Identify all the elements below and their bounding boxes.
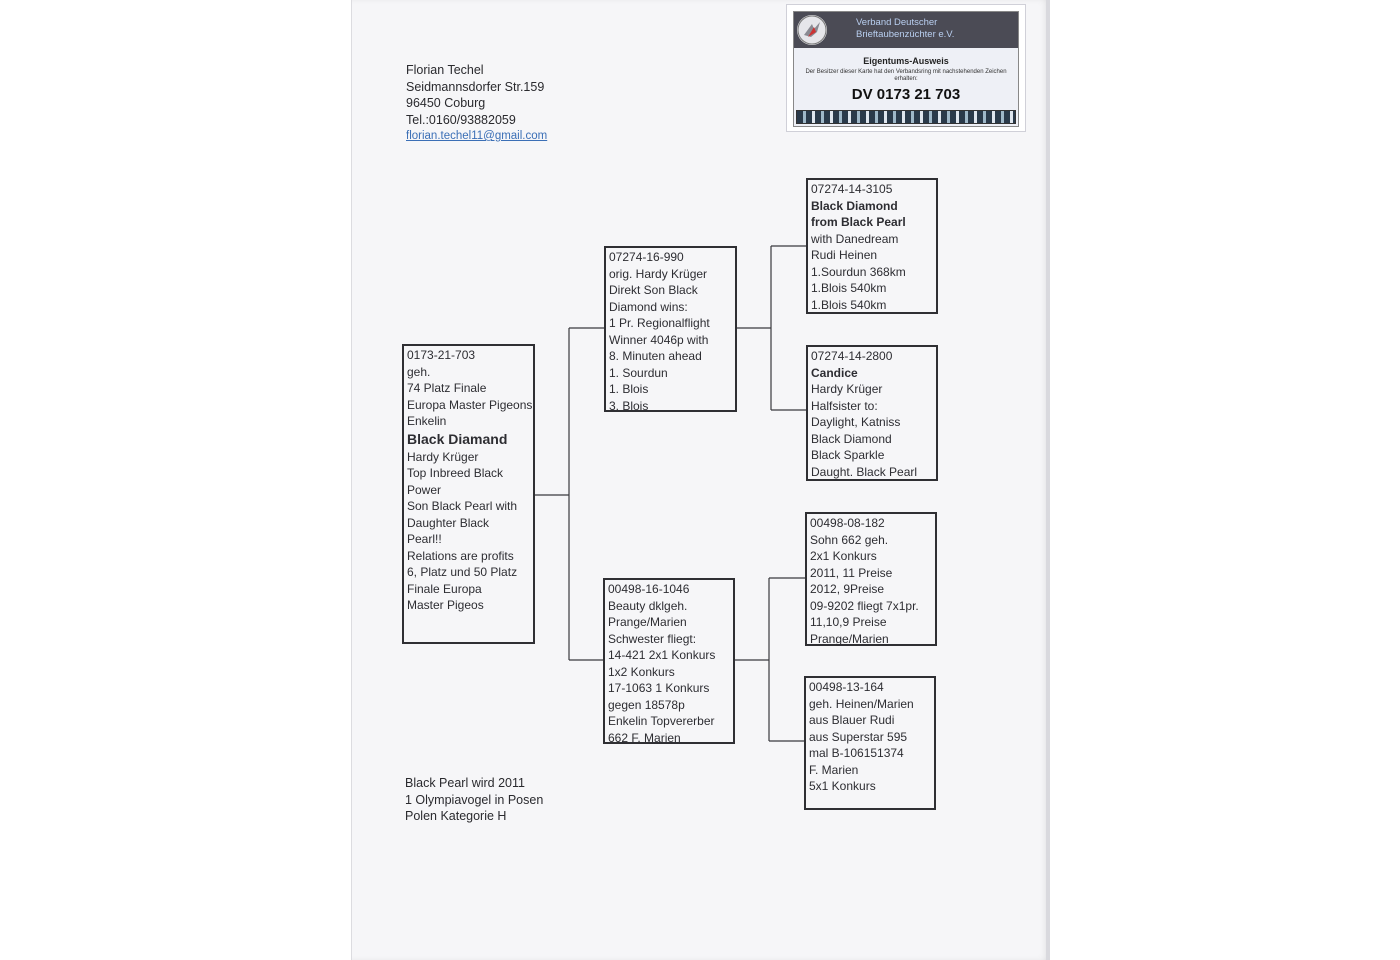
dam-dam-detail-line: mal B-106151374 <box>809 746 904 760</box>
subject-detail-line: Europa Master Pigeons <box>407 397 533 412</box>
dam-detail-line: 14-421 2x1 Konkurs <box>608 648 716 662</box>
dam-detail-line: gegen 18578p <box>608 697 685 712</box>
dam-sire-detail-line: 11,10,9 Preise <box>810 615 887 629</box>
dam-dam-details <box>809 679 931 795</box>
owner-phone: Tel.:0160/93882059 <box>406 112 516 127</box>
sire-sire-detail-line: Rudi Heinen <box>811 248 878 262</box>
dam-box <box>603 578 735 744</box>
owner-city: 96450 Coburg <box>406 96 486 110</box>
subject-details-bottom <box>407 449 530 614</box>
dam-dam-detail-line: 00498-13-164 <box>809 680 884 694</box>
subject-detail-line: Relations are profits <box>407 548 514 563</box>
dam-dam-detail-line: aus Blauer Rudi <box>809 713 895 727</box>
footnote-line: Black Pearl wird 2011 <box>405 776 525 790</box>
sire-detail-line: 1. Sourdun <box>609 365 668 380</box>
footnote <box>405 775 543 825</box>
card-ring-number: DV 0173 21 703 <box>851 86 961 103</box>
sire-sire-details <box>811 231 933 314</box>
subject-detail-line: Power <box>407 482 442 497</box>
dam-detail-line: Prange/Marien <box>608 615 687 629</box>
sire-box <box>604 246 737 412</box>
dam-dam-box <box>804 676 936 810</box>
card-title: Eigentums-Ausweis <box>863 56 949 66</box>
subject-detail-line: Pearl!! <box>407 532 442 546</box>
sire-detail-line: Diamond wins: <box>609 299 688 314</box>
sire-sire-box <box>806 178 938 314</box>
dam-sire-detail-line: 2012, 9Preise <box>810 582 885 596</box>
card-organisation: Verband Deutscher Brieftaubenzüchter e.V. <box>856 17 955 40</box>
sire-sire-id: 07274-14-3105 <box>811 182 893 196</box>
owner-street: Seidmannsdorfer Str.159 <box>406 79 545 94</box>
sire-sire-name-1: Black Diamond <box>811 198 898 213</box>
sire-detail-line: 1 Pr. Regionalflight <box>609 316 710 330</box>
dam-detail-line: 1x2 Konkurs <box>608 664 675 679</box>
owner-email-link[interactable]: florian.techel11@gmail.com <box>406 130 548 142</box>
sire-dam-detail-line: Hardy Krüger <box>811 382 883 396</box>
dam-sire-detail-line: Prange/Marien <box>810 631 889 646</box>
subject-detail-line: Enkelin <box>407 414 447 428</box>
sire-detail-line: orig. Hardy Krüger <box>609 266 708 281</box>
dam-dam-detail-line: F. Marien <box>809 762 859 777</box>
subject-detail-line: Top Inbreed Black <box>407 466 504 480</box>
sire-detail-line: 3. Blois <box>609 398 649 413</box>
subject-details-top <box>407 347 533 430</box>
subject-connector <box>534 328 604 660</box>
dam-detail-line: 662 F. Marien <box>608 730 681 745</box>
dam-dam-detail-line: 5x1 Konkurs <box>809 779 876 793</box>
sire-sire-detail-line: 1.Blois 540km <box>811 297 887 312</box>
sire-dam-details <box>811 381 933 480</box>
card-text: Der Besitzer dieser Karte hat den Verbandsring mit nachstehenden Zeichen erhalten: <box>805 69 1007 82</box>
sire-dam-detail-line: Daught. Black Pearl <box>811 464 918 479</box>
sire-dam-detail-line: Halfsister to: <box>811 398 878 413</box>
subject-detail-line: Daughter Black <box>407 515 490 530</box>
dam-detail-line: 00498-16-1046 <box>608 582 690 596</box>
sire-detail-line: 07274-16-990 <box>609 250 684 264</box>
dam-connector <box>734 578 805 741</box>
subject-pigeon-box <box>402 344 535 644</box>
dam-sire-detail-line: 00498-08-182 <box>810 516 885 530</box>
subject-detail-line: Master Pigeos <box>407 598 484 612</box>
subject-detail-line: geh. <box>407 364 431 379</box>
dam-sire-detail-line: 09-9202 fliegt 7x1pr. <box>810 598 919 613</box>
sire-dam-id: 07274-14-2800 <box>811 349 893 363</box>
subject-detail-line: 74 Platz Finale <box>407 381 487 395</box>
sire-dam-detail-line: Daylight, Katniss <box>811 415 901 429</box>
sire-sire-detail-line: with Danedream <box>811 231 899 246</box>
sire-detail-line: Winner 4046p with <box>609 332 709 347</box>
owner-name: Florian Techel <box>406 63 484 77</box>
sire-dam-name: Candice <box>811 365 858 380</box>
dam-sire-details <box>810 515 932 647</box>
subject-detail-line: 6, Platz und 50 Platz <box>407 565 518 579</box>
sire-sire-name-2: from Black Pearl <box>811 215 906 229</box>
dam-dam-detail-line: aus Superstar 595 <box>809 729 908 744</box>
sire-details <box>609 249 732 414</box>
sire-dam-detail-line: Black Diamond <box>811 431 892 446</box>
sire-sire-detail-line: 1.Sourdun 368km <box>811 264 906 279</box>
dam-details <box>608 581 730 746</box>
sire-dam-detail-line: Black Sparkle <box>811 448 885 462</box>
footnote-line: 1 Olympiavogel in Posen <box>405 792 544 807</box>
dam-sire-detail-line: 2011, 11 Preise <box>810 565 893 580</box>
dam-dam-detail-line: geh. Heinen/Marien <box>809 696 914 711</box>
dam-detail-line: 17-1063 1 Konkurs <box>608 681 710 695</box>
sire-dam-box <box>806 345 938 481</box>
sire-detail-line: Direkt Son Black <box>609 283 698 297</box>
subject-detail-line: 0173-21-703 <box>407 348 476 362</box>
sire-sire-detail-line: 1.Blois 540km <box>811 281 887 295</box>
subject-detail-line: Hardy Krüger <box>407 449 479 464</box>
dam-sire-detail-line: Sohn 662 geh. <box>810 532 889 547</box>
dam-sire-detail-line: 2x1 Konkurs <box>810 549 877 563</box>
sire-detail-line: 1. Blois <box>609 382 649 396</box>
sire-detail-line: 8. Minuten ahead <box>609 349 702 363</box>
subject-detail-line: Son Black Pearl with <box>407 499 518 513</box>
footnote-line: Polen Kategorie H <box>405 809 507 823</box>
dam-detail-line: Beauty dklgeh. <box>608 598 688 613</box>
dam-detail-line: Enkelin Topvererber <box>608 714 715 728</box>
dam-detail-line: Schwester fliegt: <box>608 631 697 646</box>
sire-connector <box>736 246 807 410</box>
subject-name: Black Diamand <box>407 430 508 447</box>
subject-detail-line: Finale Europa <box>407 581 482 596</box>
dam-sire-box <box>805 512 937 646</box>
